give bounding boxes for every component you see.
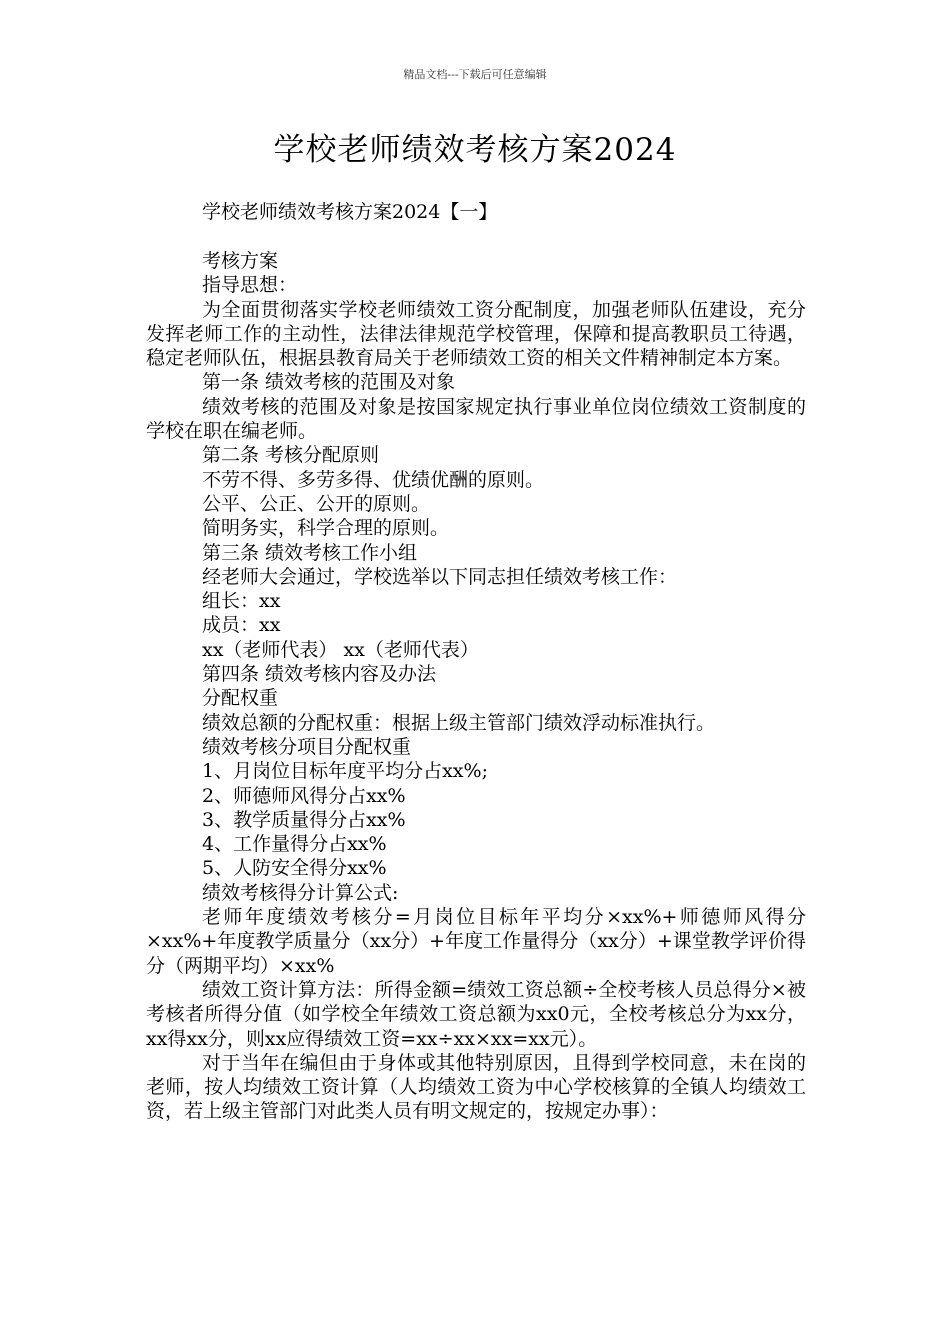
paragraph: 绩效工资计算方法：所得金额=绩效工资总额÷全校考核人员总得分×被考核者所得分值（如学校全年绩效工资总额为xx0元，全校考核总分为xx分，xx得xx分，则xx应得绩效工资=xx÷xx×xx=xx元）。 [146, 978, 806, 1050]
paragraph: 组长：xx [202, 590, 281, 613]
list-item: 2、师德师风得分占xx% [202, 784, 406, 807]
paragraph: 对于当年在编但由于身体或其他特别原因，且得到学校同意，未在岗的老师，按人均绩效工资计算（人均绩效工资为中心学校核算的全镇人均绩效工资，若上级主管部门对此类人员有明文规定的，按规定办事）： [146, 1051, 806, 1123]
list-item: 1、月岗位目标年度平均分占xx%; [202, 760, 488, 783]
paragraph: 考核方案 [202, 250, 279, 272]
list-item: 4、工作量得分占xx% [202, 833, 387, 856]
paragraph: 指导思想： [202, 274, 298, 297]
paragraph: 绩效考核分项目分配权重 [202, 735, 412, 758]
paragraph: 第四条 绩效考核内容及办法 [202, 663, 437, 686]
paragraph: 成员：xx [202, 614, 281, 637]
section-subtitle: 学校老师绩效考核方案2024【一】 [202, 201, 498, 223]
paragraph: 老师年度绩效考核分=月岗位目标年平均分×xx%+师德师风得分×xx%+年度教学质量分（xx分）+年度工作量得分（xx分）+课堂教学评价得分（两期平均）×xx% [146, 906, 806, 977]
paragraph: 分配权重 [202, 687, 279, 710]
header-note: 精品文档---下载后可任意编辑 [403, 68, 547, 81]
paragraph: 第一条 绩效考核的范围及对象 [202, 371, 456, 394]
document-body [146, 249, 806, 1124]
paragraph: 绩效考核的范围及对象是按国家规定执行事业单位岗位绩效工资制度的学校在职在编老师。 [146, 395, 806, 443]
paragraph: 经老师大会通过，学校选举以下同志担任绩效考核工作： [202, 565, 678, 588]
paragraph: 绩效考核得分计算公式: [202, 881, 399, 904]
paragraph: 不劳不得、多劳多得、优绩优酬的原则。 [202, 468, 545, 491]
paragraph: 为全面贯彻落实学校老师绩效工资分配制度，加强老师队伍建设，充分发挥老师工作的主动性，法律法律规范学校管理，保障和提高教职员工待遇，稳定老师队伍，根据县教育局关于老师绩效工资的相关文件精神制定本方案。 [146, 298, 806, 370]
list-item: 5、人防安全得分xx% [202, 857, 387, 880]
paragraph: 第二条 考核分配原则 [202, 444, 380, 467]
document-title: 学校老师绩效考核方案2024 [273, 132, 677, 168]
paragraph: 第三条 绩效考核工作小组 [202, 541, 418, 564]
paragraph: 公平、公正、公开的原则。 [202, 492, 431, 515]
paragraph: 绩效总额的分配权重：根据上级主管部门绩效浮动标准执行。 [202, 711, 716, 734]
list-item: 3、教学质量得分占xx% [202, 808, 406, 831]
paragraph: xx（老师代表） xx（老师代表） [202, 638, 479, 661]
paragraph: 简明务实，科学合理的原则。 [202, 517, 450, 540]
